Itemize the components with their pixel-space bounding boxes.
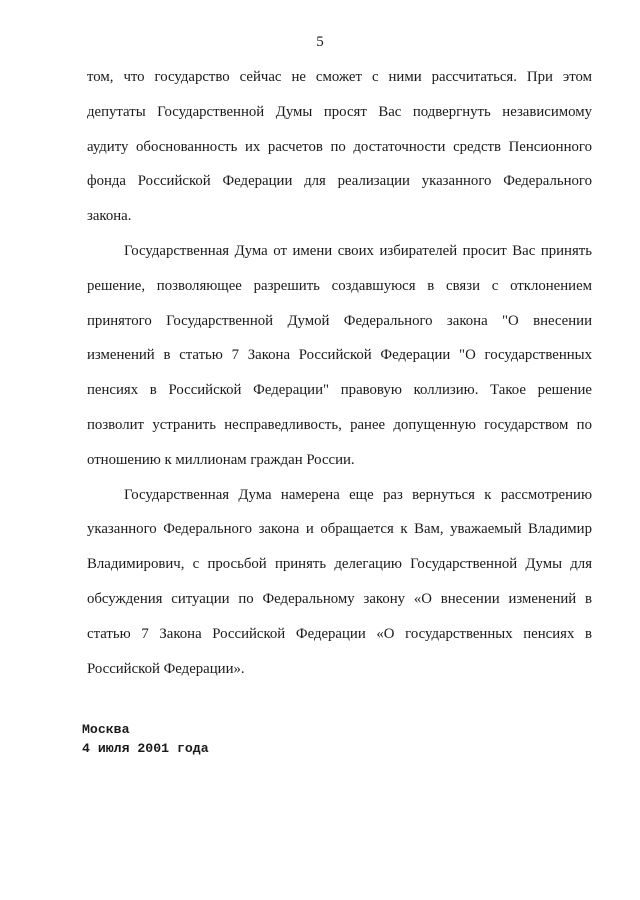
text-line: Российской Федерации». <box>87 660 245 677</box>
paragraph-3 <box>87 478 592 687</box>
signature-block <box>82 720 209 758</box>
text-line: закона. <box>87 208 132 225</box>
paragraph-1 <box>87 60 592 234</box>
signature-city: Москва <box>82 722 130 737</box>
text-line: пенсиях в Российской Федерации" правовую коллизию. Такое решение <box>87 382 592 399</box>
signature-date: 4 июля 2001 года <box>82 741 209 756</box>
text-line: аудиту обоснованность их расчетов по достаточности средств Пенсионного <box>87 138 592 155</box>
text-line: указанного Федерального закона и обращается к Вам, уважаемый Владимир <box>87 521 592 538</box>
letter-body <box>87 60 592 686</box>
text-line: Государственная Дума намерена еще раз вернуться к рассмотрению <box>124 486 592 503</box>
text-line: том, что государство сейчас не сможет с ними рассчитаться. При этом <box>87 69 592 85</box>
text-line: депутаты Государственной Думы просят Вас подвергнуть независимому <box>87 103 592 120</box>
paragraph-2 <box>87 234 592 478</box>
text-line: отношению к миллионам граждан России. <box>87 451 355 468</box>
text-line: фонда Российской Федерации для реализации указанного Федерального <box>87 173 592 190</box>
text-line: позволит устранить несправедливость, ранее допущенную государством по <box>87 416 592 433</box>
text-line: статью 7 Закона Российской Федерации «О государственных пенсиях в <box>87 625 592 642</box>
text-line: принятого Государственной Думой Федерального закона "О внесении <box>87 312 592 329</box>
text-line: Государственная Дума от имени своих избирателей просит Вас принять <box>124 242 592 259</box>
text-line: изменений в статью 7 Закона Российской Федерации "О государственных <box>87 347 592 364</box>
page-number: 5 <box>316 34 324 50</box>
text-line: обсуждения ситуации по Федеральному закону «О внесении изменений в <box>87 590 592 607</box>
text-line: Владимирович, с просьбой принять делегацию Государственной Думы для <box>87 556 592 573</box>
text-line: решение, позволяющее разрешить создавшуюся в связи с отклонением <box>87 277 592 294</box>
